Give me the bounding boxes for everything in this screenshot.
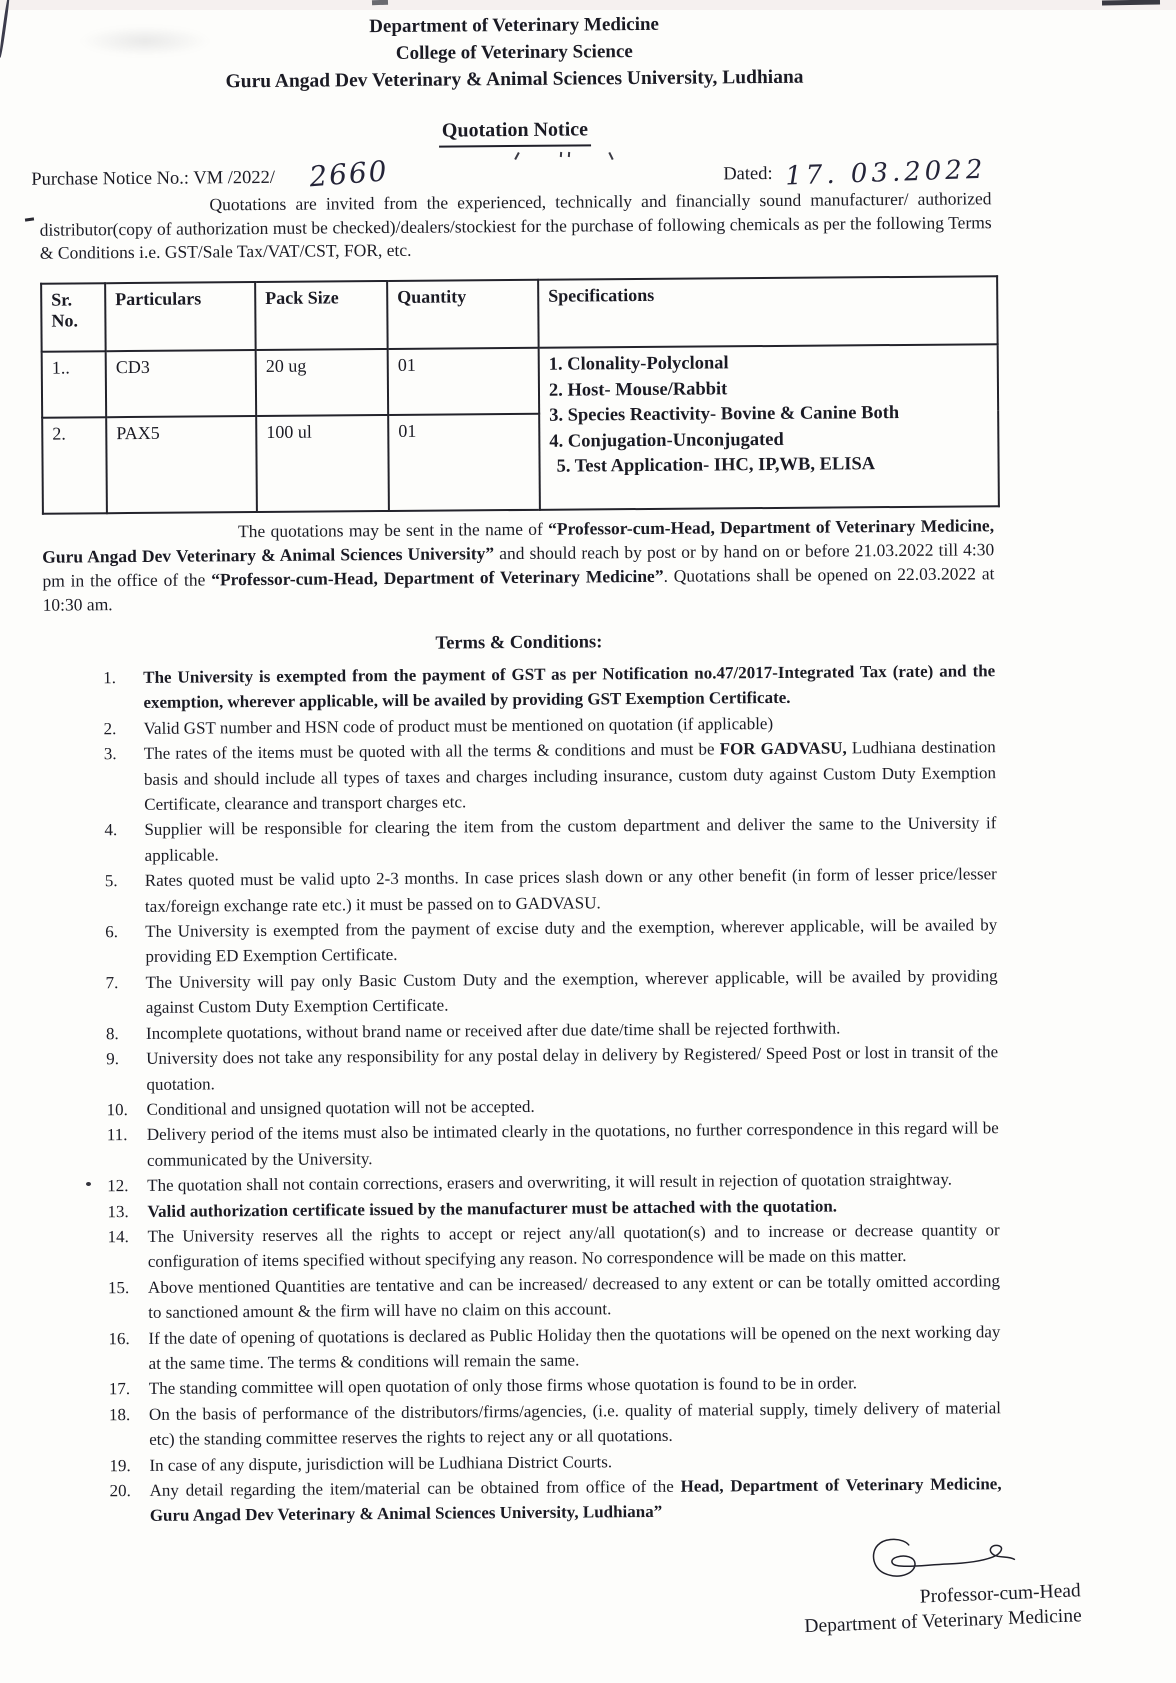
term-number: 3. [103,744,117,764]
title-row [39,112,991,150]
letterhead-college: College of Veterinary Science [395,41,633,64]
purchase-notice-label: Purchase Notice No.: VM /2022/ [31,167,276,190]
scan-mark-top-right [1102,0,1160,6]
term-text: The University will pay only Basic Custom Duty and the exemption, wherever applicable, will be availed by providing against Custom Duty Exemption Certificate. [145,966,998,1018]
term-text: The standing committee will open quotation of only those firms whose quotation is found to be in order. [148,1373,858,1399]
term-text: University does not take any responsibility for any postal delay in delivery by Registered/ Speed Post or lost in transit of the quotation. [146,1042,999,1094]
spec-line: 2. Host- Mouse/Rabbit [548,378,728,401]
term-text: Delivery period of the items must also be intimated clearly in the quotations, no further correspondence in this regard will be communicated by the University. [146,1118,999,1170]
term-number: 1. [103,668,117,688]
term-number: 7. [105,973,119,993]
cell-pack-size: 100 ul [256,415,389,512]
term-text: Incomplete quotations, without brand name or received after due date/time shall be rejected forthwith. [145,1018,841,1043]
dispatch-paragraph: The quotations may be sent in the name of “Professor-cum-Head, Department of Veterinary Medicine, Guru Angad Dev Veterinary & Animal Sciences University” and should reach by post or by hand on or before 21.03.2022 till 4:30 pm in the office of the “Professor-cum-Head, Department of Veterinary Medicine”. Quotations shall be opened on 22.03.2022 at 10:30 am. [42,515,995,615]
table-row [42,344,998,418]
term-text: Conditional and unsigned quotation will not be accepted. [146,1096,535,1119]
term-item [108,1268,1000,1326]
term-number: 14. [107,1227,129,1247]
term-item [110,1471,1002,1529]
cell-quantity: 01 [388,348,540,415]
handwritten-date: 17. 03.2022 [784,154,987,192]
term-text: Supplier will be responsible for clearing the item from the custom department and deliver the same to the University if applicable. [144,813,997,865]
term-item [106,1039,998,1097]
term-item [109,1395,1001,1453]
term-number: 8. [105,1023,119,1043]
term-number: 4. [104,820,118,840]
term-item [106,963,998,1021]
header-specifications: Specifications [538,276,998,348]
dated-label: Dated: [723,163,773,185]
term-number: 12. [107,1176,129,1196]
term-number: 16. [108,1328,130,1348]
term-number: 11. [106,1125,128,1145]
letterhead-university: Guru Angad Dev Veterinary & Animal Sciences University, Ludhiana [225,66,804,93]
document-title: Quotation Notice [439,115,591,147]
header-sr-no: Sr. No. [41,283,106,352]
items-table [40,275,1000,515]
terms-title: Terms & Conditions: [435,632,603,654]
scan-mark-top-center [372,0,388,5]
term-text: If the date of opening of quotations is declared as Public Holiday then the quotations will be opened on the next working day at the same time. The terms & conditions will remain the same. [148,1321,1001,1373]
cell-particulars: PAX5 [106,416,257,513]
term-item [108,1217,1000,1275]
term-text: Valid GST number and HSN code of product must be mentioned on quotation (if applicable) [143,713,774,738]
term-text: Rates quoted must be valid upto 2-3 months. In case prices slash down or any other benefit (in form of lesser price/lesser tax/foreign exchange rate etc.) it must be passed on to GADVASU. [144,864,997,916]
term-number: 2. [103,718,117,739]
term-number: 18. [108,1404,131,1425]
header-quantity: Quantity [387,280,539,349]
signature-block [739,1530,1083,1642]
term-item [103,658,995,716]
term-number: 20. [109,1481,131,1501]
letterhead-department: Department of Veterinary Medicine [369,13,660,38]
cell-pack-size: 20 ug [256,349,389,416]
term-text: In case of any dispute, jurisdiction will be Ludhiana District Courts. [149,1451,613,1475]
spec-line: 5. Test Application- IHC, IP,WB, ELISA [556,454,876,477]
term-text: The University is exempted from the payment of GST as per Notification no.47/2017-Integrated Tax (rate) and the exemption, wherever applicable, will be availed by providing GST Exemption Certificate. [143,661,996,713]
signatory-department: Department of Veterinary Medicine [804,1605,1083,1637]
term-item [108,1319,1000,1377]
document-content [31,8,1083,1642]
term-number: 10. [106,1099,128,1120]
term-number: 5. [104,871,118,891]
intro-paragraph: Quotations are invited from the experienced, technically and financially sound manufacturer/ authorized distributor(copy of authorization must be checked)/dealers/stockiest for the purchase of following chemicals as per the following Terms & Conditions i.e. GST/Sale Tax/VAT/CST, FOR, etc. [39,188,992,263]
term-item [104,811,996,869]
term-text: On the basis of performance of the distributors/firms/agencies, (i.e. quality of material supply, timely delivery of material etc) the standing committee reserves the rights to reject any or all quotations. [148,1397,1002,1450]
table-header-row [41,276,998,352]
term-text: The University reserves all the rights to accept or reject any/all quotation(s) and to increase or decrease quantity or configuration of items specified without specifying any reason. No correspondence will be made on this matter. [147,1220,1000,1272]
term-number: 13. [107,1201,129,1221]
cell-particulars: CD3 [106,350,257,417]
cell-sr: 1.. [42,351,107,418]
term-item [107,1116,999,1174]
scan-margin-dash [25,217,34,221]
term-text: Valid authorization certificate issued by the manufacturer must be attached with the quotation. [147,1196,838,1221]
scan-edge-tint [0,0,1176,10]
term-number: 9. [106,1049,120,1069]
header-particulars: Particulars [105,282,256,351]
spec-line: 4. Conjugation-Unconjugated [549,429,784,452]
scan-mark-top-left [0,0,10,58]
term-text: The quotation shall not contain corrections, erasers and overwriting, it will result in rejection of quotation straightway. [147,1169,953,1196]
term-number: 15. [107,1277,130,1297]
signature-scribble [860,1532,1032,1587]
term-number: 17. [108,1379,131,1399]
term-item [105,861,997,919]
term-item [104,734,997,817]
spec-line: 1. Clonality-Polyclonal [548,353,729,375]
cell-quantity: 01 [388,414,540,511]
term-text: Above mentioned Quantities are tentative and can be increased/ decreased to any extent or can be totally omitted according to sanctioned amount & the firm will have no claim on this account. [147,1270,1001,1323]
purchase-notice-line [31,151,991,194]
spec-line: 3. Species Reactivity- Bovine & Canine Both [549,402,900,426]
term-item [105,912,997,970]
cell-specifications [539,344,999,510]
term-text: Any detail regarding the item/material can be obtained from office of the Head, Department of Veterinary Medicine, Guru Angad Dev Veterinary & Animal Sciences University, Ludhiana” [149,1474,1002,1526]
header-pack-size: Pack Size [255,281,388,350]
term-text: The University is exempted from the payment of excise duty and the exemption, wherever applicable, will be availed by providing ED Exemption Certificate. [145,915,998,967]
terms-list [43,658,1002,1529]
signatory-role: Professor-cum-Head [919,1580,1082,1608]
term-number: 19. [109,1455,131,1475]
handwritten-notice-number: 2660 [308,154,390,194]
term-text: The rates of the items must be quoted with all the terms & conditions and must be FOR GADVASU, Ludhiana destination basis and should include all types of taxes and charges including insurance, custom duty against Custom Duty Exemption Certificate, clearance and transport charges etc. [143,737,997,814]
cell-sr: 2. [42,417,107,513]
term-number: 6. [105,922,119,942]
